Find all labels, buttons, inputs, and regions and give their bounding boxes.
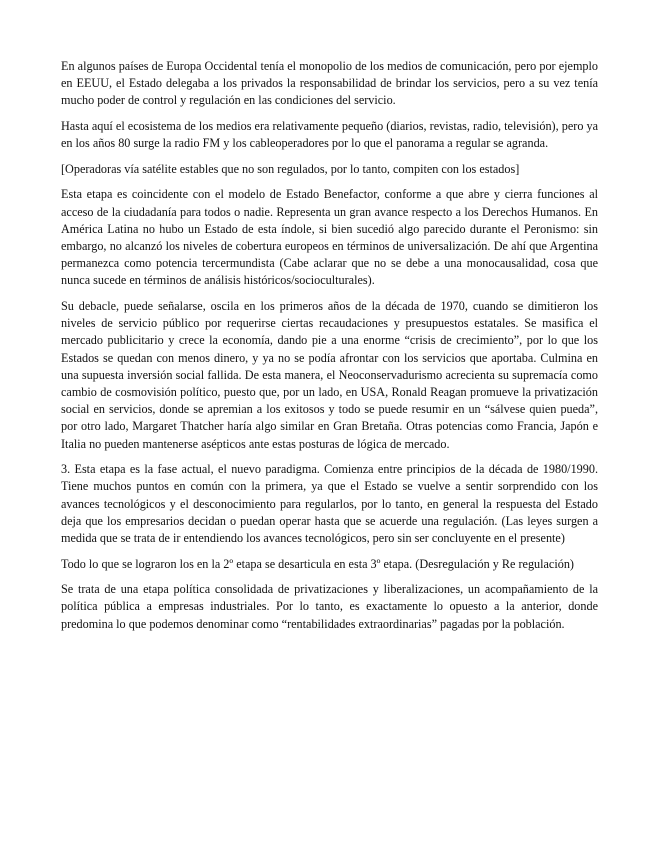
paragraph-media-ecosystem: Hasta aquí el ecosistema de los medios era relativamente pequeño (diarios, revistas, radio, televisión), pero ya en los años 80 surge la radio FM y los cableoperadores por lo que el panorama a regular se agranda. bbox=[61, 119, 598, 151]
paragraph-welfare-state: Esta etapa es coincidente con el modelo de Estado Benefactor, conforme a que abre y cierra funciones al acceso de la ciudadanía para todos o nadie. Representa un gran avance respecto a los Derechos Humanos. En América Latina no hubo un Estado de esta índole, si bien sucedió algo parecido durante el Peronismo: sin embargo, no alcanzó los niveles de cobertura europeos en términos de universalización. De ahí que Argentina permanezca como potencia tercermundista (Cabe aclarar que no se debe a una monocausalidad, cosa que nunca sucede en términos de análisis históricos/socioculturales). bbox=[61, 187, 598, 288]
paragraph-third-stage: 3. Esta etapa es la fase actual, el nuevo paradigma. Comienza entre principios de la década de 1980/1990. Tiene muchos puntos en común con la primera, ya que el Estado se vuelve a sentir sorprendido con los avances tecnológicos y el desconocimiento para regularlos, por lo tanto, en general la respuesta del Estado deja que los empresarios decidan o puedan operar hasta que se acuerde una regulación. (Las leyes surgen a medida que se trata de ir entendiendo los avances tecnológicos, pero sin ser concluyente en el presente) bbox=[61, 462, 598, 546]
document-page bbox=[61, 58, 598, 641]
paragraph-deregulation: Todo lo que se lograron los en la 2º etapa se desarticula en esta 3º etapa. (Desregulación y Re regulación) bbox=[61, 556, 574, 571]
paragraph-satellite-operators: [Operadoras vía satélite estables que no son regulados, por lo tanto, compiten con los estados] bbox=[61, 161, 520, 176]
paragraph-privatization: Se trata de una etapa política consolidada de privatizaciones y liberalizaciones, un acompañamiento de la política pública a empresas industriales. Por lo tanto, es exactamente lo opuesto a la anterior, donde predomina lo que podemos denominar como “rentabilidades extraordinarias” pagadas por la población. bbox=[61, 582, 598, 631]
paragraph-debacle: Su debacle, puede señalarse, oscila en los primeros años de la década de 1970, cuando se dimitieron los niveles de servicio público por requerirse ciertas recaudaciones y presupuestos estatales. Se masifica el mercado publicitario y crece la economía, dando pie a una enorme “crisis de crecimiento”, por lo que los Estados se quedan con menos dinero, y ya no se podía afrontar con los servicios que aportaba. Culmina en una supuesta inversión social fallida. De esta manera, el Neoconservadurismo acrecienta su supremacía como cambio de cosmovisión político, puesto que, por un lado, en USA, Ronald Reagan promueve la privatización social en servicios, donde se apremian a los exitosos y todo se puede resumir en un “sálvese quien pueda”, por otro lado, Margaret Thatcher haría algo similar en Gran Bretaña. Otras potencias como Francia, Japón e Italia no pueden mantenerse asépticos ante estas posturas de lógica de mercado. bbox=[61, 299, 598, 451]
paragraph-europe-media-monopoly: En algunos países de Europa Occidental tenía el monopolio de los medios de comunicación, pero por ejemplo en EEUU, el Estado delegaba a los privados la responsabilidad de brindar los servicios, pero a su vez tenía mucho poder de control y regulación en las condiciones del servicio. bbox=[61, 59, 598, 108]
